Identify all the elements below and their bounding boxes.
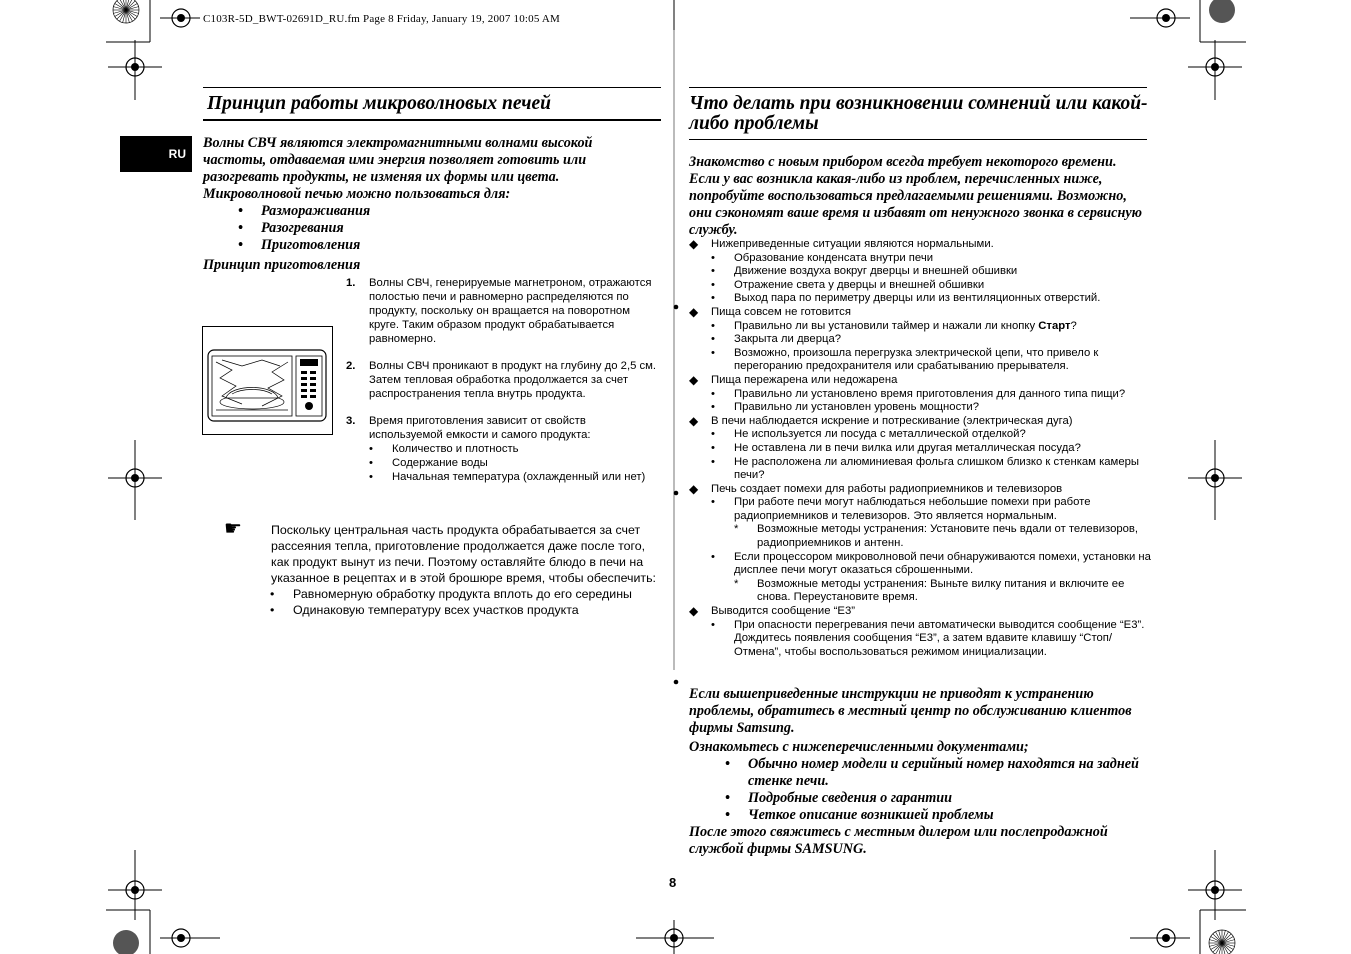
list-item: [346, 414, 661, 484]
language-tab: RU: [120, 136, 192, 172]
list-item: [734, 496, 1151, 550]
list-item: • Подробные сведения о гарантии: [748, 790, 1147, 807]
left-title-top-rule: [203, 87, 661, 88]
problem-item: [711, 415, 1151, 429]
problem-text: Выводится сообщение “E3”: [711, 605, 855, 618]
list-item: • Закрыта ли дверца?: [734, 333, 1151, 347]
item-text: • При работе печи могут наблюдаться небольшие помехи при работе радиоприемников и телевизоров. Это является нормальным.: [734, 496, 1091, 522]
step-number: 1.: [346, 277, 356, 289]
list-item: • Правильно ли установлен уровень мощности?: [734, 401, 1151, 415]
uses-list: [261, 203, 653, 254]
note-text: Поскольку центральная часть продукта обрабатывается за счет рассеяния тепла, приготовление продолжается даже после того, как продукт вынут из печи. Поэтому оставляйте блюдо в печи на указанное в рецептах и в этой брошюре время, чтобы обеспечить:: [271, 523, 656, 585]
problem-item: [711, 306, 1151, 320]
problem-sublist: [734, 388, 1151, 415]
problem-sublist: [734, 252, 1151, 306]
item-end: ?: [1070, 319, 1077, 332]
list-item: • Не расположена ли алюминиевая фольга слишком близко к стенкам камеры печи?: [734, 456, 1151, 483]
problem-item: [711, 483, 1151, 497]
problem-text: Печь создает помехи для работы радиоприемников и телевизоров: [711, 482, 1063, 495]
list-item: • Четкое описание возникшей проблемы: [748, 807, 1147, 824]
list-item: • Содержание воды: [392, 456, 661, 470]
problem-sublist: [734, 428, 1151, 482]
remedy-note: * Возможные методы устранения: Выньте вилку питания и включите ее снова. Переустановите время.: [757, 578, 1151, 605]
contact-text: Если вышеприведенные инструкции не приводят к устранению проблемы, обратитесь в местный центр по обслуживанию клиентов фирмы Samsung.: [689, 686, 1132, 736]
list-item: • Возможно, произошла перегрузка электрической цепи, что привело к перегоранию предохранителя или срабатыванию прерывателя.: [734, 347, 1151, 374]
list-item: • Выход пара по периметру дверцы или из вентиляционных отверстий.: [734, 292, 1151, 306]
list-item: • Не используется ли посуда с металлической отделкой?: [734, 428, 1151, 442]
uses-title: Микроволновой печью можно пользоваться для:: [203, 186, 511, 202]
list-item: • Движение воздуха вокруг дверцы и внешней обшивки: [734, 265, 1151, 279]
step-text: Время приготовления зависит от свойств используемой емкости и самого продукта:: [369, 415, 591, 441]
left-title-bottom-rule: [203, 119, 661, 121]
problem-item: [711, 238, 1151, 252]
remedy-note: * Возможные методы устранения: Установите печь вдали от телевизоров, радиоприемников и антенн.: [757, 523, 1151, 550]
right-title: Что делать при возникновении сомнений или какой-либо проблемы: [689, 93, 1148, 134]
note-list: [293, 586, 663, 618]
problem-sublist: [734, 619, 1151, 660]
file-info-header: C103R-5D_BWT-02691D_RU.fm Page 8 Friday, January 19, 2007 10:05 AM: [203, 13, 561, 25]
right-title-top-rule: [689, 87, 1147, 88]
after-text: После этого свяжитесь с местным дилером или послепродажной службой фирмы SAMSUNG.: [689, 824, 1108, 857]
list-item: • Разогревания: [261, 220, 653, 237]
list-item: • Правильно ли установлено время приготовления для данного типа пищи?: [734, 388, 1151, 402]
list-item: [346, 359, 661, 401]
problem-text: Нижеприведенные ситуации являются нормальными.: [711, 238, 994, 250]
page-number: 8: [669, 875, 677, 890]
step-sublist: [392, 442, 661, 484]
item-text: • Если процессором микроволновой печи обнаруживаются помехи, установки на дисплее печи могут оказаться сброшенными.: [734, 550, 1151, 577]
problem-item: [711, 374, 1151, 388]
step-number: 3.: [346, 415, 356, 427]
note-hand-icon: ☛: [224, 516, 242, 540]
list-item: [734, 320, 1151, 334]
right-title-bottom-rule: [689, 139, 1147, 140]
list-item: • Приготовления: [261, 237, 653, 254]
docs-title: Ознакомьтесь с нижеперечисленными документами;: [689, 739, 1029, 755]
start-key-label: Старт: [1038, 319, 1071, 332]
step-number: 2.: [346, 360, 356, 372]
step-text: Волны СВЧ проникают в продукт на глубину до 2,5 см. Затем тепловая обработка продолжается за счет распространения тепла внутрь продукта.: [369, 360, 657, 400]
list-item: [346, 276, 661, 346]
list-item: • При опасности перегревания печи автоматически выводится сообщение “E3”. Дождитесь появления сообщения “E3”, а затем вдавите клавишу “Стоп/Отмена”, чтобы воспользоваться режимом инициализации.: [734, 619, 1151, 660]
list-item: [734, 551, 1151, 605]
list-item: • Одинаковую температуру всех участков продукта: [293, 602, 663, 618]
list-item: • Равномерную обработку продукта вплоть до его середины: [293, 586, 663, 602]
list-item: • Обычно номер модели и серийный номер находятся на задней стенке печи.: [748, 756, 1147, 790]
note-block: [271, 522, 663, 618]
contact-block: [689, 686, 1147, 858]
step-text: Волны СВЧ, генерируемые магнетроном, отражаются полостью печи и равномерно распределяются по продукту, поскольку он вращается на поворотном круге. Таким образом продукт обрабатывается равномерно.: [369, 277, 652, 345]
list-item: • Не оставлена ли в печи вилка или другая металлическая посуда?: [734, 442, 1151, 456]
left-intro: [203, 135, 653, 274]
item-text: Правильно ли вы установили таймер и нажали ли кнопку: [734, 319, 1036, 332]
left-intro-text: Волны СВЧ являются электромагнитными волнами высокой частоты, отдаваемая ими энергия позволяет готовить или разогревать продукты, не изменяя их формы или цвета.: [203, 135, 593, 185]
list-item: • Образование конденсата внутри печи: [734, 252, 1151, 266]
problem-text: Пища пережарена или недожарена: [711, 373, 898, 386]
problems-list: [711, 238, 1151, 659]
docs-list: [748, 756, 1147, 824]
microwave-illustration: [202, 326, 334, 436]
list-item: • Количество и плотность: [392, 442, 661, 456]
problem-text: В печи наблюдается искрение и потрескивание (электрическая дуга): [711, 414, 1073, 427]
left-title: Принцип работы микроволновых печей: [207, 93, 552, 114]
problem-sublist: [734, 320, 1151, 374]
list-item: • Отражение света у дверцы и внешней обшивки: [734, 279, 1151, 293]
list-item: • Размораживания: [261, 203, 653, 220]
problem-item: [711, 605, 1151, 619]
list-item: • Начальная температура (охлажденный или нет): [392, 470, 661, 484]
principle-title: Принцип приготовления: [203, 257, 361, 273]
problem-text: Пища совсем не готовится: [711, 305, 851, 318]
right-intro: Знакомство с новым прибором всегда требует некоторого времени. Если у вас возникла какая-либо из проблем, перечисленных ниже, попробуйте воспользоваться предлагаемыми решениями. Возможно, они сэкономят ваше время и избавят от ненужного звонка в сервисную службу.: [689, 154, 1143, 238]
principle-steps: [346, 276, 661, 484]
problem-sublist: [734, 496, 1151, 605]
